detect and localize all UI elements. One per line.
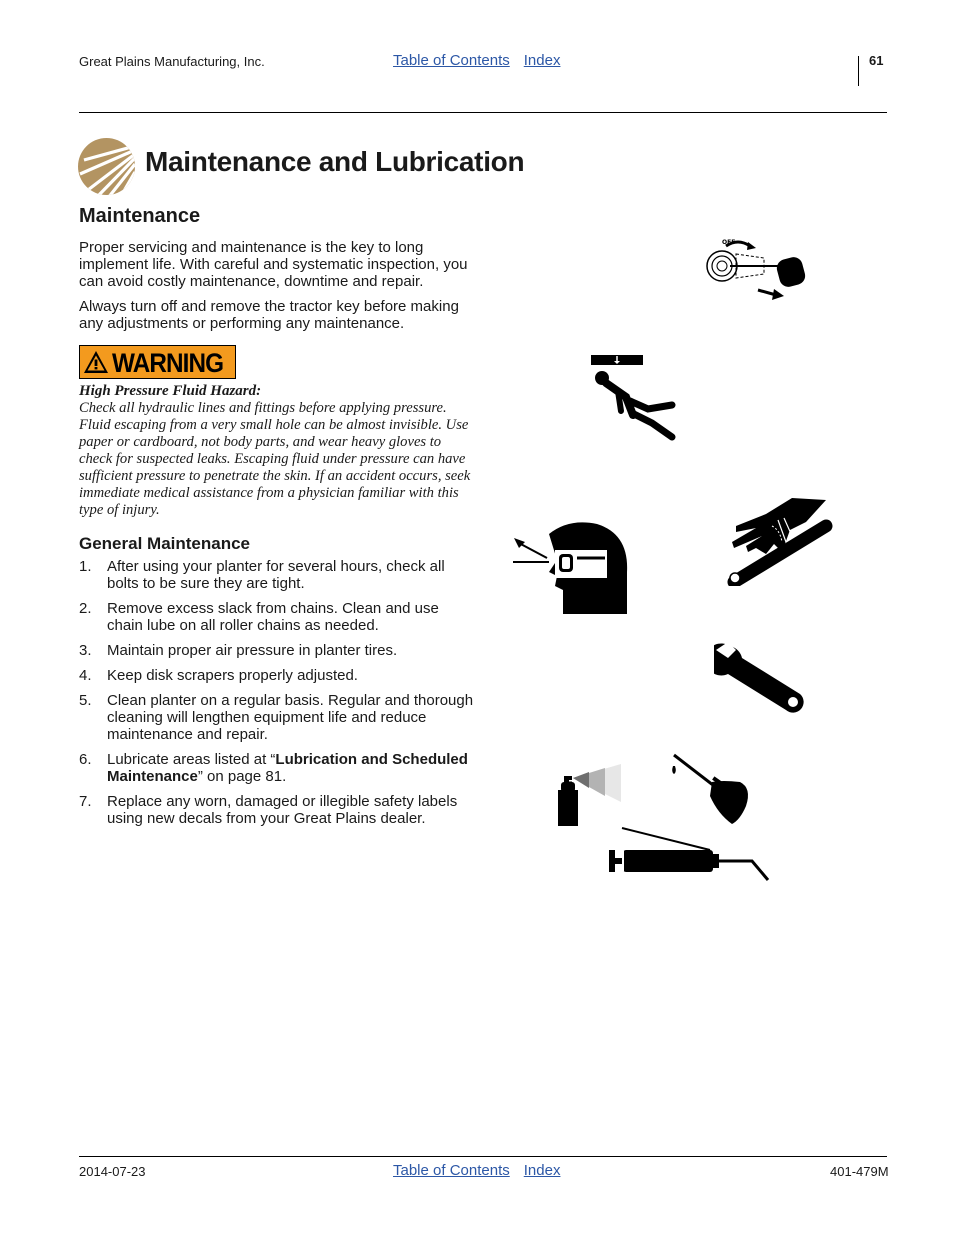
- wrench-icon: [714, 640, 814, 722]
- warning-triangle-icon: [83, 350, 109, 374]
- footer-date: 2014-07-23: [79, 1164, 146, 1179]
- maintenance-list: [79, 558, 474, 835]
- header-index-link[interactable]: Index: [523, 52, 561, 69]
- header-toc-link[interactable]: Table of Contents: [393, 52, 510, 69]
- header-company: Great Plains Manufacturing, Inc.: [79, 54, 265, 69]
- item-number: 2.: [79, 600, 92, 617]
- page-title: Maintenance and Lubrication: [145, 146, 525, 177]
- key-paragraph: Always turn off and remove the tractor key before making any adjustments or performing any maintenance.: [79, 298, 459, 332]
- hazard-title: High Pressure Fluid Hazard:: [79, 383, 262, 399]
- item-text: Remove excess slack from chains. Clean and use chain lube on all roller chains as needed.: [107, 600, 439, 634]
- footer-toc-link[interactable]: Table of Contents: [393, 1162, 510, 1179]
- footer-rule: [79, 1156, 887, 1157]
- item-text: [107, 751, 474, 785]
- item-number: 4.: [79, 667, 92, 684]
- warning-label: [79, 345, 236, 379]
- item-text: Replace any worn, damaged or illegible safety labels using new decals from your Great Plains dealer.: [107, 793, 458, 827]
- header-rule: [79, 112, 887, 113]
- list-item: [79, 642, 474, 659]
- list-item: [79, 600, 474, 634]
- key-off-label: OFF: [722, 239, 736, 246]
- item-text-before: Lubricate areas listed at “: [107, 751, 276, 768]
- item-number: 3.: [79, 642, 92, 659]
- oil-can-icon: [668, 752, 752, 826]
- footer-index-link[interactable]: Index: [523, 1162, 561, 1179]
- ignition-key-icon: [702, 232, 812, 302]
- footer-links: [393, 1162, 560, 1179]
- list-item: [79, 667, 474, 684]
- item-text: Clean planter on a regular basis. Regular and thorough cleaning will lengthen equipment life and reduce maintenance and repair.: [107, 692, 474, 743]
- spray-can-icon: [555, 760, 625, 828]
- list-item: [79, 793, 474, 827]
- section-heading: Maintenance: [79, 205, 201, 227]
- page-number: 61: [869, 53, 884, 68]
- list-item: [79, 558, 474, 592]
- item-number: 7.: [79, 793, 92, 810]
- item-number: 6.: [79, 751, 92, 768]
- item-number: 1.: [79, 558, 92, 575]
- falling-person-icon: [588, 353, 678, 443]
- item-text: Maintain proper air pressure in planter tires.: [107, 642, 398, 659]
- hazard-body: Check all hydraulic lines and fittings before applying pressure. Fluid escaping from a very small hole can be almost invisible. Use paper or cardboard, not body parts, and wear heavy gloves to check for suspected leaks. Escaping fluid under pressure can have sufficient pressure to penetrate the skin. If an accident occurs, seek immediate medical assistance from a physician familiar with this type of injury.: [79, 400, 471, 518]
- great-plains-logo-icon: [78, 138, 135, 195]
- item-text: After using your planter for several hours, check all bolts to be sure they are tight.: [107, 558, 445, 592]
- general-maintenance-heading: General Maintenance: [79, 534, 251, 553]
- item-text: Keep disk scrapers properly adjusted.: [107, 667, 358, 684]
- hand-hydraulic-leak-icon: [726, 496, 836, 586]
- list-item: [79, 692, 474, 743]
- item-number: 5.: [79, 692, 92, 709]
- header-divider: [858, 56, 859, 86]
- footer-doc-number: 401-479M: [830, 1164, 889, 1179]
- safety-glasses-head-icon: [511, 520, 631, 616]
- item-text-after: ” on page 81.: [197, 768, 287, 785]
- header-links: [393, 52, 560, 69]
- warning-text: WARNING: [112, 348, 224, 378]
- item-text-bold: Lubrication and Scheduled Maintenance: [107, 751, 468, 785]
- intro-paragraph: Proper servicing and maintenance is the key to long implement life. With careful and systematic inspection, you can avoid costly maintenance, downtime and repair.: [79, 239, 468, 290]
- list-item: [79, 751, 474, 785]
- grease-gun-icon: [606, 826, 774, 884]
